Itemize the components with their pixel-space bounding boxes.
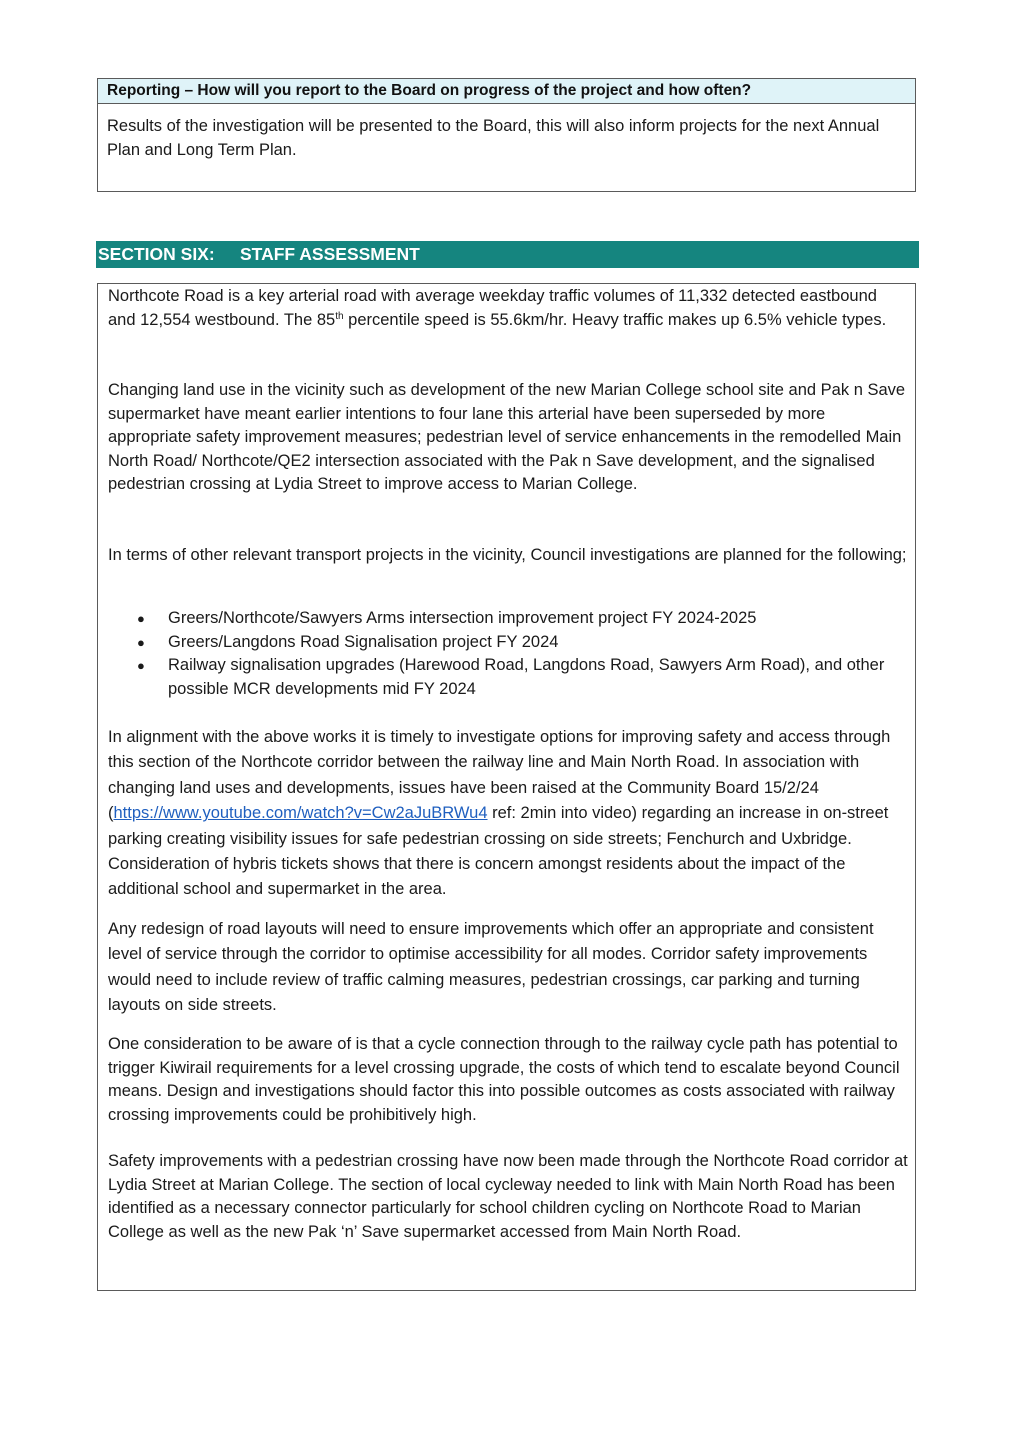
bullet-icon: ● bbox=[137, 658, 145, 674]
p1-text-end: percentile speed is 55.6km/hr. Heavy traffic makes up 6.5% vehicle types. bbox=[343, 310, 887, 329]
reporting-header: Reporting – How will you report to the Board on progress of the project and how often? bbox=[98, 79, 915, 104]
staff-assessment-box bbox=[97, 283, 916, 1291]
assessment-paragraph-6: One consideration to be aware of is that a cycle connection through to the railway cycle path has potential to trigger Kiwirail requirements for a level crossing upgrade, the costs of which tend to escalate beyond Council means. Design and investigations should factor this into possible outcomes as costs associated with railway crossing improvements could be prohibitively high. bbox=[108, 1035, 900, 1124]
assessment-paragraph-3: In terms of other relevant transport projects in the vicinity, Council investigations are planned for the following; bbox=[108, 546, 907, 564]
p4-text-end: ref: 2min into video) regarding an increase in on-street parking creating visibility issues for safe pedestrian crossing on side streets; Fenchurch and Uxbridge. Consideration of hybris tickets shows that there is concern amongst residents about the impact of the additional school and supermarket in the area. bbox=[108, 804, 889, 899]
bullet-icon: ● bbox=[137, 611, 145, 626]
list-item-text: Greers/Langdons Road Signalisation project FY 2024 bbox=[168, 632, 559, 651]
list-item-text: Railway signalisation upgrades (Harewood Road, Langdons Road, Sawyers Arm Road), and other possible MCR developments mid FY 2024 bbox=[168, 656, 885, 698]
reporting-body: Results of the investigation will be presented to the Board, this will also inform projects for the next Annual Plan and Long Term Plan. bbox=[107, 117, 880, 159]
assessment-paragraph-1 bbox=[108, 285, 908, 332]
list-item-text: Greers/Northcote/Sawyers Arms intersection improvement project FY 2024-2025 bbox=[168, 609, 757, 627]
list-item bbox=[134, 607, 894, 631]
assessment-paragraph-4 bbox=[108, 725, 908, 903]
bullet-icon: ● bbox=[137, 634, 145, 650]
p1-text-start: Northcote Road is a key arterial road with average weekday traffic volumes of 11,332 detected eastbound and 12,554 westbound. The 85 bbox=[108, 287, 877, 329]
assessment-paragraph-7: Safety improvements with a pedestrian crossing have now been made through the Northcote Road corridor at Lydia Street at Marian College. The section of local cycleway needed to link with Main North Road has been identified as a necessary connector particularly for school children cycling on Northcote Road to Marian College as well as the new Pak ‘n’ Save supermarket accessed from Main North Road. bbox=[108, 1152, 908, 1241]
list-item bbox=[134, 631, 894, 655]
assessment-paragraph-5: Any redesign of road layouts will need to ensure improvements which offer an appropriate and consistent level of service through the corridor to optimise accessibility for all modes. Corridor safety improvements would need to include review of traffic calming measures, pedestrian crossings, car parking and turning layouts on side streets. bbox=[108, 920, 874, 1015]
projects-list bbox=[134, 607, 894, 701]
assessment-paragraph-2: Changing land use in the vicinity such as development of the new Marian College school site and Pak n Save supermarket have meant earlier intentions to four lane this arterial have been superseded by more appropriate safety improvement measures; pedestrian level of service enhancements in the remodelled Main North Road/ Northcote/QE2 intersection associated with the Pak n Save development, and the signalised pedestrian crossing at Lydia Street to improve access to Marian College. bbox=[108, 381, 906, 494]
p4-text-start: In alignment with the above works it is timely to investigate options for improving safety and access through this section of the Northcote corridor between the railway line and Main North Road. In association with changing land uses and developments, issues have been raised at the Community Board 15/2/24 ( bbox=[108, 728, 891, 823]
youtube-link[interactable]: https://www.youtube.com/watch?v=Cw2aJuBRWu4 bbox=[113, 804, 488, 823]
reporting-table bbox=[97, 78, 916, 192]
section-title: STAFF ASSESSMENT bbox=[240, 244, 420, 264]
p1-superscript: th bbox=[335, 310, 344, 322]
list-item bbox=[134, 654, 894, 701]
section-number: SECTION SIX: bbox=[98, 244, 215, 264]
section-heading bbox=[96, 241, 919, 268]
